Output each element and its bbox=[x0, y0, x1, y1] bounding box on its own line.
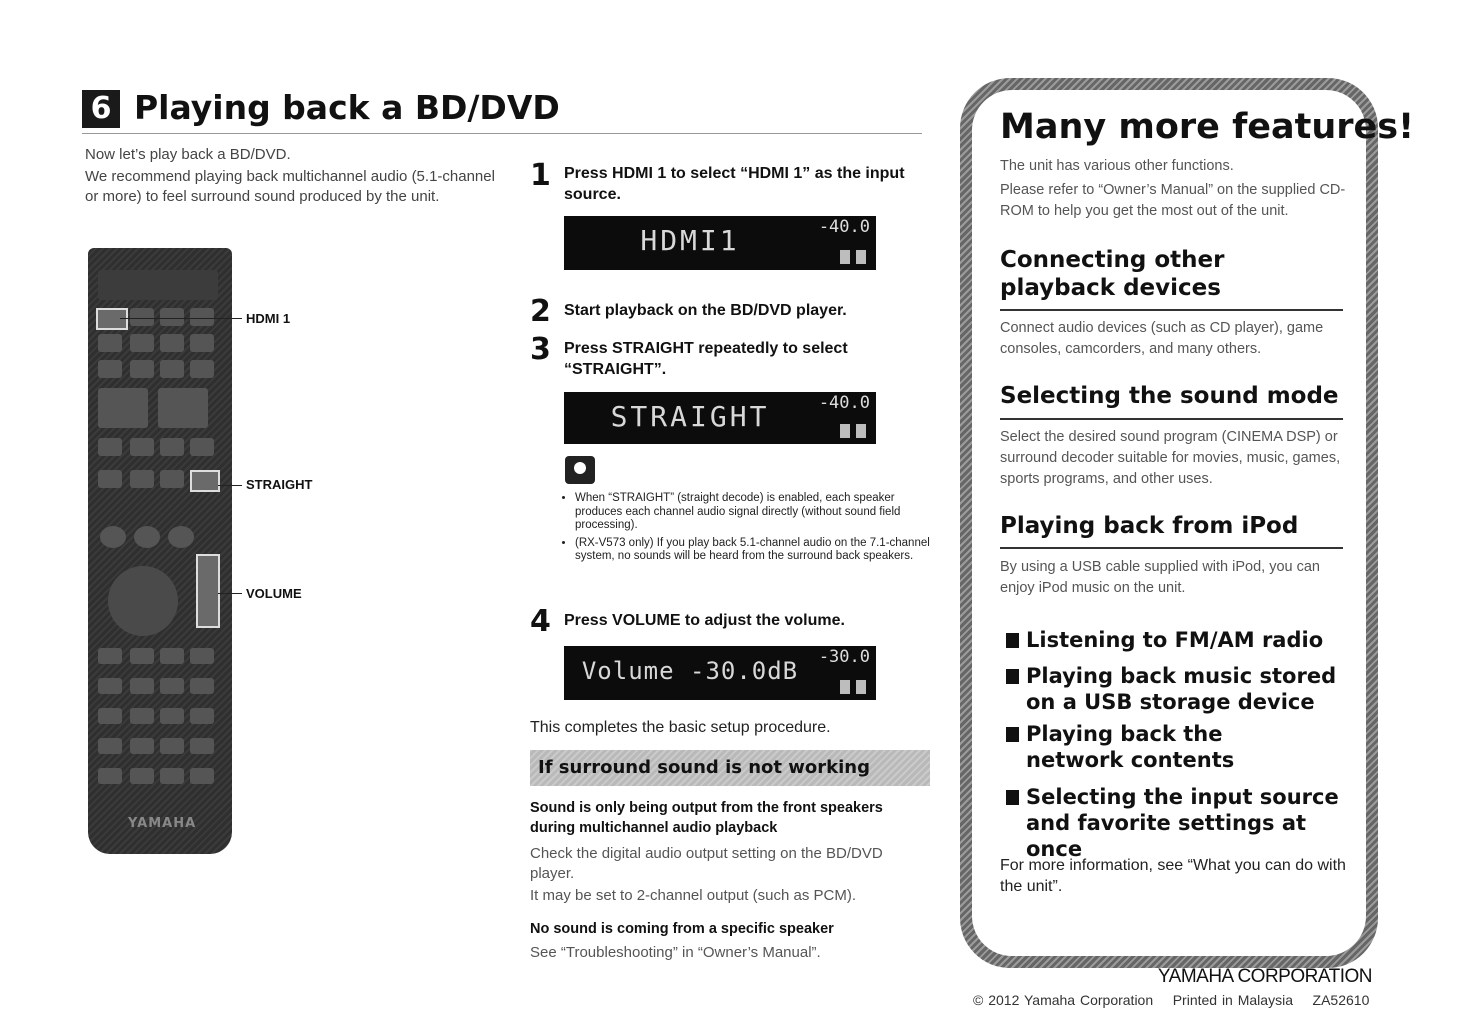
display-volume-text: Volume -30.0dB bbox=[581, 657, 799, 685]
note-item: • (RX-V573 only) If you play back 5.1-channel audio on the 7.1-channel system, no sounds will be heard from the surround back speakers. bbox=[575, 537, 935, 564]
printed-in: Printed in Malaysia bbox=[1172, 992, 1293, 1008]
feature-bullet-text: Selecting the input source and favorite settings at once bbox=[1026, 785, 1339, 861]
step-4-number: 4 bbox=[530, 604, 551, 639]
troubleshoot-title: If surround sound is not working bbox=[538, 757, 870, 778]
feature-bullet-text: Playing back music stored on a USB storage device bbox=[1026, 664, 1337, 714]
remote-control-image bbox=[88, 248, 232, 854]
feature-heading-connecting: Connecting other playback devices bbox=[1000, 247, 1225, 301]
hdmi1-button-highlight bbox=[96, 308, 128, 330]
display-volume-level: -30.0 bbox=[818, 647, 870, 667]
step-2-number: 2 bbox=[530, 294, 551, 329]
display-hdmi1 bbox=[564, 216, 876, 270]
features-title: Many more features! bbox=[1000, 107, 1415, 147]
notes bbox=[565, 492, 935, 568]
speaker-indicator bbox=[840, 250, 868, 264]
square-bullet-icon bbox=[1006, 727, 1019, 742]
display-straight-text: STRAIGHT bbox=[610, 400, 770, 433]
troubleshoot-text-1b: It may be set to 2-channel output (such as PCM). bbox=[530, 887, 856, 904]
speaker-indicator bbox=[840, 680, 868, 694]
volume-callout-label: VOLUME bbox=[246, 586, 302, 601]
section-title: Playing back a BD/DVD bbox=[134, 88, 560, 127]
feature-text-connecting: Connect audio devices (such as CD player), game consoles, camcorders, and many others. bbox=[1000, 320, 1324, 357]
speaker-indicator bbox=[840, 424, 868, 438]
intro-text bbox=[85, 145, 505, 209]
feature-bullet-text: Listening to FM/AM radio bbox=[1026, 628, 1324, 652]
section-divider bbox=[82, 133, 922, 134]
completion-text: This completes the basic setup procedure. bbox=[530, 719, 831, 736]
feature-heading-ipod: Playing back from iPod bbox=[1000, 513, 1299, 539]
copyright: © 2012 Yamaha Corporation bbox=[973, 992, 1154, 1008]
note-item: • When “STRAIGHT” (straight decode) is enabled, each speaker produces each channel audio signal directly (without sound field processing). bbox=[575, 492, 935, 533]
feature-rule bbox=[1000, 418, 1343, 420]
features-more-info: For more information, see “What you can do with the unit”. bbox=[1000, 857, 1346, 895]
troubleshoot-heading-2: No sound is coming from a specific speaker bbox=[530, 921, 834, 937]
corporation-name: YAMAHA CORPORATION bbox=[1157, 966, 1372, 987]
volume-callout-line bbox=[218, 593, 242, 594]
square-bullet-icon bbox=[1006, 790, 1019, 805]
feature-rule bbox=[1000, 547, 1343, 549]
step-3-number: 3 bbox=[530, 332, 551, 367]
step-4-text: Press VOLUME to adjust the volume. bbox=[564, 612, 845, 629]
footer-line bbox=[973, 992, 1369, 1008]
lightbulb-icon bbox=[565, 456, 595, 484]
step-1-text: Press HDMI 1 to select “HDMI 1” as the input source. bbox=[564, 165, 905, 203]
troubleshoot-heading-1: Sound is only being output from the front speakers during multichannel audio playback bbox=[530, 800, 883, 836]
feature-bullet bbox=[1026, 627, 1346, 653]
features-intro-2: Please refer to “Owner’s Manual” on the supplied CD-ROM to help you get the most out of the unit. bbox=[1000, 182, 1346, 219]
troubleshoot-text-2: See “Troubleshooting” in “Owner’s Manual”. bbox=[530, 944, 821, 961]
step-3-text: Press STRAIGHT repeatedly to select “STRAIGHT”. bbox=[564, 340, 848, 378]
display-hdmi1-volume: -40.0 bbox=[818, 217, 870, 237]
display-hdmi1-text: HDMI1 bbox=[640, 224, 740, 257]
display-straight bbox=[564, 392, 876, 444]
feature-bullet bbox=[1026, 784, 1346, 862]
straight-callout-label: STRAIGHT bbox=[246, 477, 313, 492]
intro-line-1: Now let’s play back a BD/DVD. bbox=[85, 146, 291, 163]
square-bullet-icon bbox=[1006, 669, 1019, 684]
product-code: ZA52610 bbox=[1312, 992, 1370, 1008]
display-straight-volume: -40.0 bbox=[818, 393, 870, 413]
feature-bullet bbox=[1026, 663, 1346, 715]
feature-bullet bbox=[1026, 721, 1326, 773]
square-bullet-icon bbox=[1006, 633, 1019, 648]
volume-button-highlight bbox=[196, 554, 220, 628]
feature-bullet-text: Playing back the network contents bbox=[1026, 722, 1235, 772]
straight-button-highlight bbox=[190, 470, 220, 492]
step-2-text: Start playback on the BD/DVD player. bbox=[564, 302, 847, 319]
hdmi1-callout-label: HDMI 1 bbox=[246, 311, 291, 326]
feature-heading-sound-mode: Selecting the sound mode bbox=[1000, 383, 1339, 409]
feature-rule bbox=[1000, 309, 1343, 311]
hdmi1-callout-line bbox=[120, 318, 242, 319]
feature-text-sound-mode: Select the desired sound program (CINEMA DSP) or surround decoder suitable for movies, music, games, sports programs, and other uses. bbox=[1000, 429, 1341, 487]
straight-callout-line bbox=[218, 485, 242, 486]
feature-text-ipod: By using a USB cable supplied with iPod, you can enjoy iPod music on the unit. bbox=[1000, 559, 1320, 596]
troubleshoot-banner bbox=[530, 750, 930, 786]
features-intro-1: The unit has various other functions. bbox=[1000, 158, 1234, 174]
section-number-badge: 6 bbox=[82, 90, 120, 128]
troubleshoot-text-1a: Check the digital audio output setting on the BD/DVD player. bbox=[530, 845, 883, 882]
display-volume bbox=[564, 646, 876, 700]
yamaha-logo: YAMAHA bbox=[128, 816, 197, 831]
step-1-number: 1 bbox=[530, 158, 551, 193]
intro-line-2: We recommend playing back multichannel audio (5.1-channel or more) to feel surround sound produced by the unit. bbox=[85, 168, 495, 205]
